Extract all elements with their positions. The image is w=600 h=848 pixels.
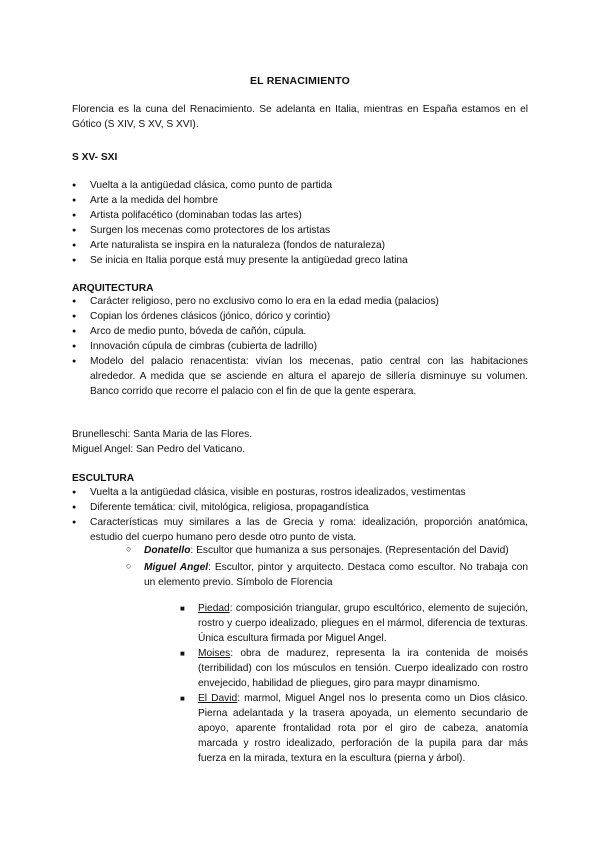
artist-name: Miguel Angel <box>144 562 209 573</box>
list-item: ● Vuelta a la antigüedad clásica, visible en posturas, rostros idealizados, vestimentas <box>72 485 528 500</box>
list-item: ● Surgen los mecenas como protectores de los artistas <box>72 223 528 238</box>
list-item: ● Características muy similares a las de Grecia y roma: idealización, proporción anatómica, estudio del cuerpo humano pero desde otro punto de vista. <box>72 515 528 545</box>
list-item: ● Se inicia en Italia porque está muy presente la antigüedad greco latina <box>72 253 528 268</box>
artist-item <box>126 560 528 590</box>
artist-item <box>126 543 528 558</box>
work-item <box>180 691 528 766</box>
list-item: ● Arte a la medida del hombre <box>72 193 528 208</box>
list-item: ● Arte naturalista se inspira en la naturaleza (fondos de naturaleza) <box>72 238 528 253</box>
artist-name: Donatello <box>144 545 191 556</box>
work-item <box>180 601 528 646</box>
example-line: Miguel Angel: San Pedro del Vaticano. <box>72 444 246 455</box>
work-text: : composición triangular, grupo escultórico, elemento de sujeción, rostro y cuerpo idealizado, pliegues en el mármol, diferencia de texturas. Única escultura firmada por Miguel Angel. <box>198 603 528 644</box>
list-item: ● Diferente temática: civil, mitológica, religiosa, propagandística <box>72 500 528 515</box>
period-list <box>72 178 528 268</box>
list-item: ● Modelo del palacio renacentista: vivían los mecenas, patio central con las habitaciones alrededor. A medida que se asciende en altura el aparejo de sillería disminuye su volumen. Banco corrido que recorre el palacio con el fin de que la gente esperara. <box>72 354 528 399</box>
list-item: ● Vuelta a la antigüedad clásica, como punto de partida <box>72 178 528 193</box>
arquitectura-list <box>72 294 528 399</box>
works-list <box>180 601 528 766</box>
section-heading-period: S XV- SXI <box>72 152 118 163</box>
list-item: ● Carácter religioso, pero no exclusivo como lo era en la edad media (palacios) <box>72 294 528 309</box>
work-name: Piedad <box>198 603 230 614</box>
artists-list <box>126 543 528 590</box>
escultura-list <box>72 485 528 545</box>
intro-paragraph: Florencia es la cuna del Renacimiento. Se adelanta en Italia, mientras en España estamos en el Gótico (S XIV, S XV, S XVI). <box>72 104 528 130</box>
section-heading-arquitectura: ARQUITECTURA <box>72 283 154 294</box>
list-item: ● Copian los órdenes clásicos (jónico, dórico y corintio) <box>72 309 528 324</box>
artist-text: : Escultor, pintor y arquitecto. Destaca como escultor. No trabaja con un elemento previo. Símbolo de Florencia <box>144 562 529 588</box>
work-text: : marmol, Miguel Angel nos lo presenta como un Dios clásico. Pierna adelantada y la trasera apoyada, un elemento secundario de apoyo, aparente frontalidad rota por el giro de cabeza, anatomía marcada y rostro idealizado, perforación de la pupila para dar más fuerza en la mirada, textura en la escultura (pierna y árbol). <box>198 693 528 764</box>
page-title: EL RENACIMIENTO <box>249 75 351 87</box>
work-text: : obra de madurez, representa la ira contenida de moisés (terribilidad) con los músculos en tensión. Cuerpo idealizado con rostro envejecido, habilidad de pliegues, giro para maypr dinamismo. <box>198 648 528 689</box>
artist-text: : Escultor que humaniza a sus personajes. (Representación del David) <box>190 545 509 556</box>
list-item: ● Artista polifacético (dominaban todas las artes) <box>72 208 528 223</box>
work-name: Moises <box>198 648 231 659</box>
example-line: Brunelleschi: Santa Maria de las Flores. <box>72 429 253 440</box>
work-name: El David <box>198 693 238 704</box>
list-item: ● Innovación cúpula de cimbras (cubierta de ladrillo) <box>72 339 528 354</box>
section-heading-escultura: ESCULTURA <box>72 473 135 484</box>
work-item <box>180 646 528 691</box>
list-item: ● Arco de medio punto, bóveda de cañón, cúpula. <box>72 324 528 339</box>
